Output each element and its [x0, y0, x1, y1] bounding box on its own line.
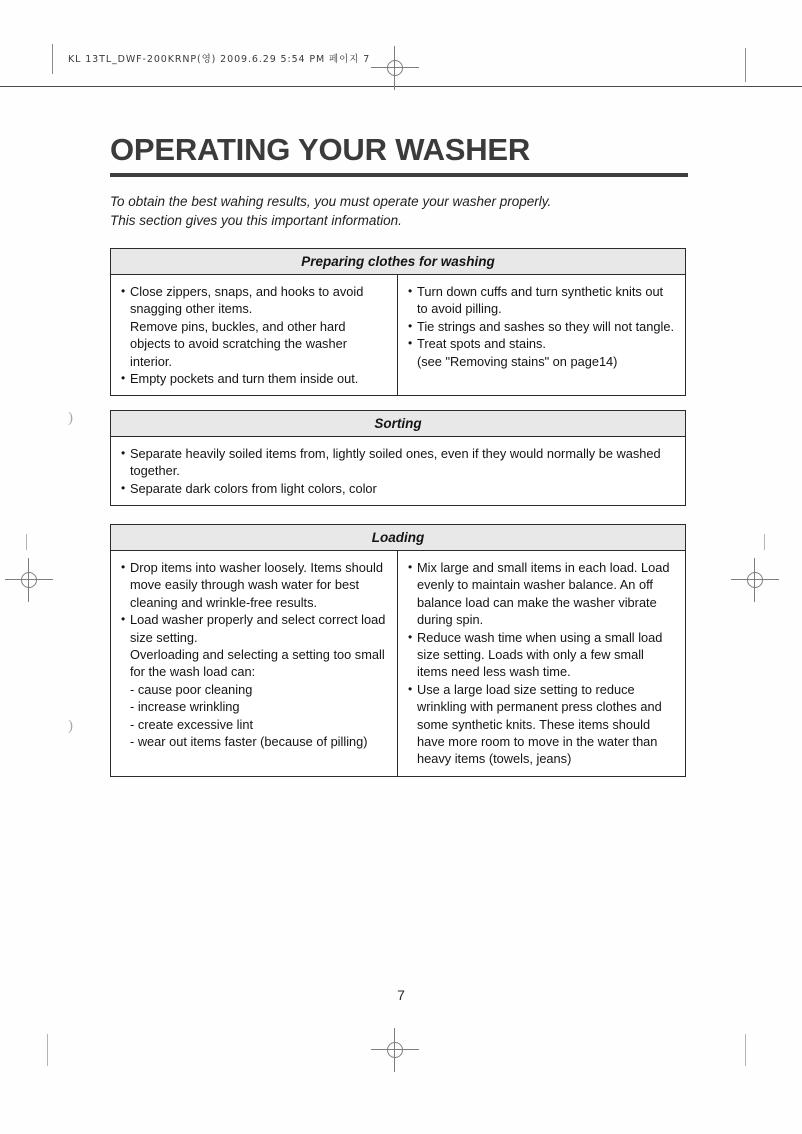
- crop-mark-left-upper: [26, 534, 27, 550]
- list-item: [121, 646, 388, 681]
- list-item-text: Turn down cuffs and turn synthetic knits out to avoid pilling.: [417, 284, 664, 317]
- bullet-glyph: •: [121, 284, 126, 298]
- list-item: [408, 283, 676, 318]
- bullet-glyph: •: [408, 336, 413, 351]
- section-column-left: [111, 551, 398, 776]
- list-item-text: - increase wrinkling: [130, 699, 240, 715]
- list-item-text: Overloading and selecting a setting too small for the wash load can:: [130, 647, 385, 680]
- list-item: [408, 318, 676, 335]
- section-column-left: [111, 275, 398, 395]
- list-item-text: - wear out items faster (because of pilling): [130, 734, 368, 750]
- section-loading: [110, 524, 686, 777]
- list-item-text: Separate dark colors from light colors, color: [130, 480, 377, 496]
- list-item: [121, 559, 388, 611]
- bullet-glyph: •: [408, 560, 413, 574]
- list-item: [408, 629, 676, 681]
- title-underline-rule: [110, 173, 688, 177]
- intro-line-2: This section gives you this important information.: [110, 213, 402, 228]
- section-heading: Preparing clothes for washing: [111, 249, 685, 275]
- page-curl-mark-lower: ): [68, 718, 73, 734]
- registration-ring: [387, 1042, 403, 1058]
- bullet-glyph: •: [408, 629, 413, 644]
- section-column-right: [398, 551, 685, 776]
- crop-mark-top-right: [745, 48, 746, 82]
- bullet-glyph: •: [121, 371, 126, 386]
- section-body: [111, 275, 685, 395]
- section-body: [111, 437, 685, 505]
- list-item-text: Tie strings and sashes so they will not tangle.: [417, 318, 675, 334]
- list-item-text: Remove pins, buckles, and other hard objects to avoid scratching the washer interior.: [130, 318, 347, 369]
- page-number: 7: [397, 987, 405, 1003]
- intro-paragraph: [110, 192, 710, 230]
- list-item: [121, 283, 388, 318]
- bullet-glyph: •: [408, 681, 413, 696]
- list-item-text: Reduce wash time when using a small load size setting. Loads with only a few small items need less wash time.: [417, 629, 663, 680]
- crop-mark-right-upper: [764, 534, 765, 550]
- section-preparing-clothes: [110, 248, 686, 396]
- list-item-text: (see "Removing stains" on page14): [417, 353, 618, 369]
- bullet-glyph: •: [121, 560, 126, 574]
- list-item: [121, 370, 388, 387]
- print-meta-text: KL 13TL_DWF-200KRNP(영) 2009.6.29 5:54 PM 페이지 7: [68, 54, 371, 65]
- list-item: [121, 681, 388, 698]
- registration-mark-bottom: [382, 1037, 408, 1063]
- section-heading: Sorting: [111, 411, 685, 437]
- registration-mark-right: [742, 567, 768, 593]
- list-item-text: - create excessive lint: [130, 716, 254, 732]
- crop-mark-bottom-right: [745, 1034, 746, 1066]
- section-heading: Loading: [111, 525, 685, 551]
- list-item: [121, 318, 388, 370]
- list-item: [408, 681, 676, 768]
- page-title: OPERATING YOUR WASHER: [110, 132, 531, 167]
- list-item: [121, 480, 676, 497]
- list-item: [121, 698, 388, 715]
- list-item-text: Drop items into washer loosely. Items should move easily through wash water for best cleaning and wrinkle-free results.: [130, 560, 383, 610]
- page-curl-mark-upper: ): [68, 410, 73, 426]
- list-item-text: Close zippers, snaps, and hooks to avoid snagging other items.: [130, 284, 364, 317]
- list-item-text: Empty pockets and turn them inside out.: [130, 371, 359, 387]
- bullet-glyph: •: [121, 480, 126, 495]
- section-body: [111, 551, 685, 776]
- section-column-right: [398, 275, 685, 395]
- list-item-text: Load washer properly and select correct load size setting.: [130, 612, 386, 645]
- list-item: [121, 733, 388, 750]
- list-item: [408, 335, 676, 352]
- list-item-text: Use a large load size setting to reduce wrinkling with permanent press clothes and some synthetic knits. These items should have more room to move in the water than heavy items (towels, jeans): [417, 681, 662, 767]
- registration-mark-top: [382, 55, 408, 81]
- registration-ring: [747, 572, 763, 588]
- header-left-rule: [52, 44, 53, 74]
- list-item: [121, 716, 388, 733]
- list-item: [408, 353, 676, 370]
- header-divider-rule: [0, 86, 802, 87]
- list-item: [121, 445, 676, 480]
- list-item: [121, 611, 388, 646]
- bullet-glyph: •: [408, 318, 413, 333]
- list-item-text: Separate heavily soiled items from, lightly soiled ones, even if they would normally be washed together.: [130, 446, 661, 479]
- registration-ring: [387, 60, 403, 76]
- list-item-text: Treat spots and stains.: [417, 336, 546, 352]
- section-sorting: [110, 410, 686, 506]
- bullet-glyph: •: [408, 284, 413, 298]
- intro-line-1: To obtain the best wahing results, you must operate your washer properly.: [110, 194, 552, 209]
- bullet-glyph: •: [121, 612, 126, 627]
- crop-mark-bottom-left: [47, 1034, 48, 1066]
- section-column-full: [111, 437, 685, 505]
- bullet-glyph: •: [121, 446, 126, 460]
- registration-mark-left: [16, 567, 42, 593]
- list-item: [408, 559, 676, 629]
- list-item-text: Mix large and small items in each load. Load evenly to maintain washer balance. An off balance load can make the washer vibrate during spin.: [417, 560, 670, 628]
- registration-ring: [21, 572, 37, 588]
- list-item-text: - cause poor cleaning: [130, 681, 253, 697]
